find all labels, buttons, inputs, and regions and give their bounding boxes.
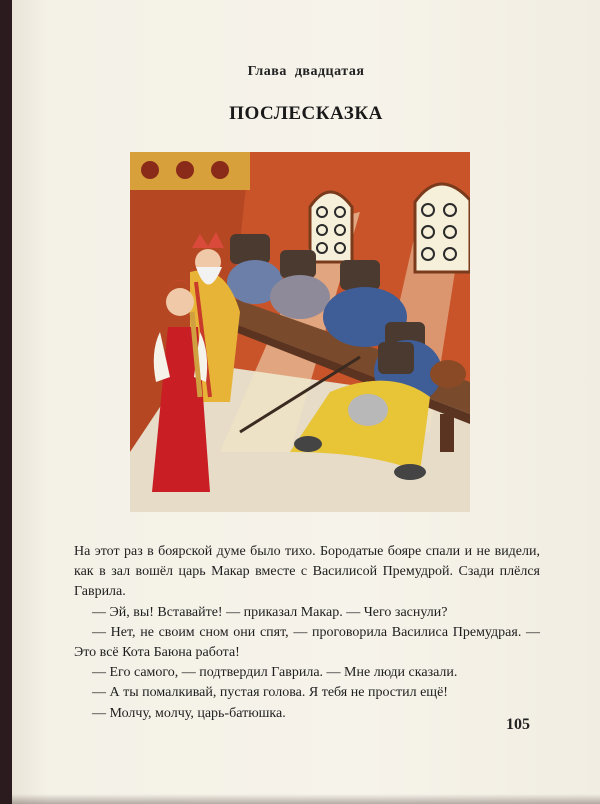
dialogue-line: — Эй, вы! Вставайте! — приказал Макар. — Чего заснули? xyxy=(92,604,448,620)
dialogue-line: — Нет, не своим сном они спят, — проговорила Василиса Премудрая. — Это всё Кота Баюна работа! xyxy=(74,624,540,661)
page-number: 105 xyxy=(506,716,530,733)
dialogue-line: — А ты помалкивай, пустая голова. Я тебя не простил ещё! xyxy=(92,685,448,701)
paragraph: На этот раз в боярской думе было тихо. Бородатые бояре спали и не видели, как в зал вошёл царь Макар вместе с Василисой Премудрой. Сзади плёлся Гаврила. xyxy=(74,544,540,600)
book-page xyxy=(12,0,600,804)
chapter-title: ПОСЛЕСКАЗКА xyxy=(229,103,383,124)
chapter-heading: Глава двадцатая xyxy=(247,64,365,79)
story-text xyxy=(74,542,540,724)
page-edge-shadow xyxy=(12,794,600,804)
illustration-window-left xyxy=(310,192,352,262)
illustration-window-right xyxy=(415,184,470,272)
dialogue-line: — Молчу, молчу, царь-батюшка. xyxy=(92,705,286,721)
dialogue-line: — Его самого, — подтвердил Гаврила. — Мне люди сказали. xyxy=(92,665,458,681)
illustration-boyar-duma xyxy=(130,152,470,512)
